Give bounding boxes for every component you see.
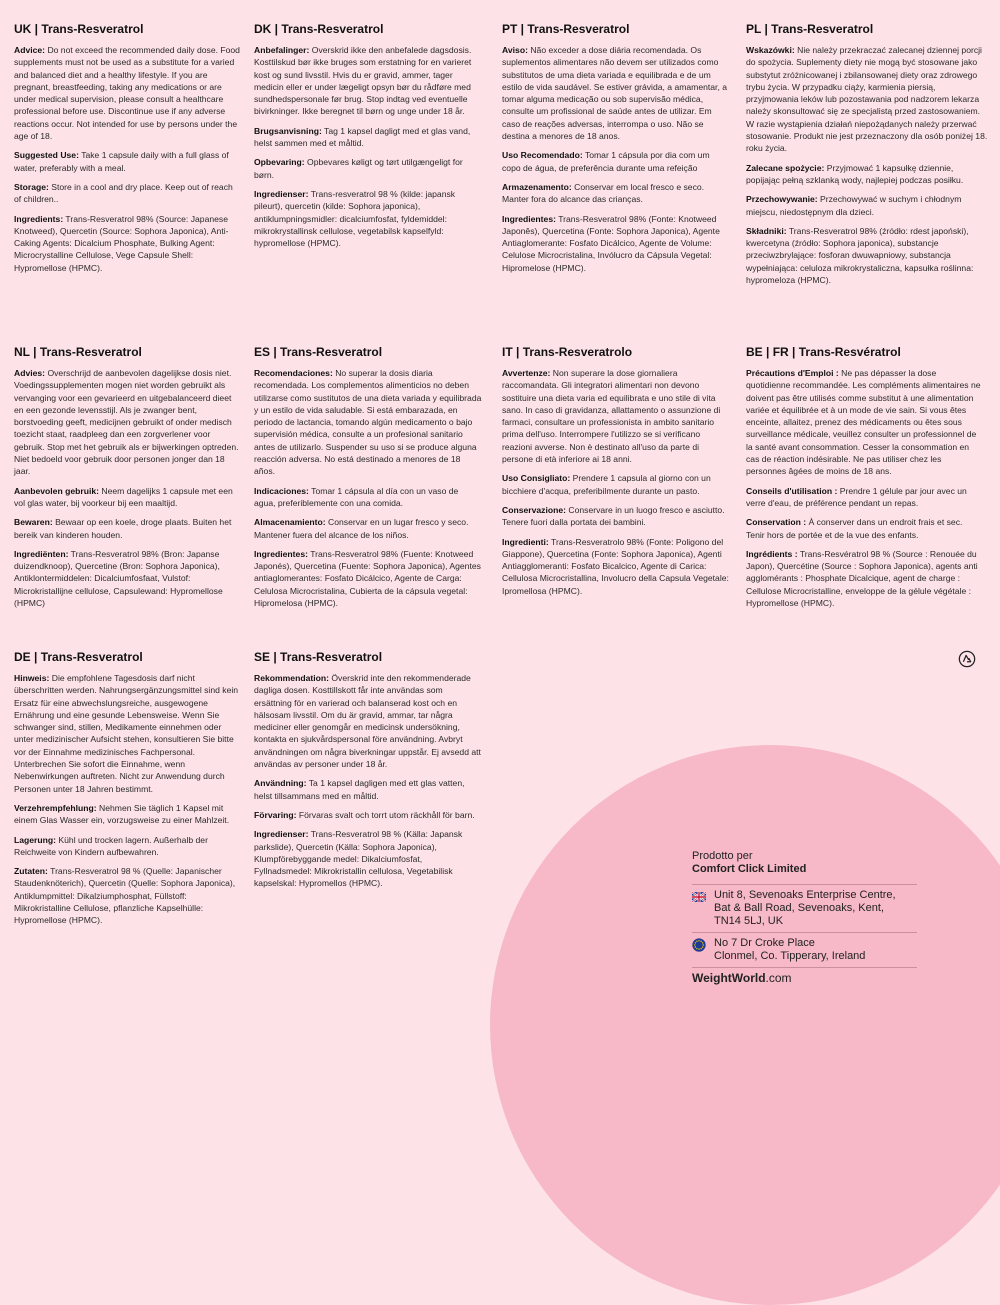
section-text: Trans-resveratrol 98 % (kilde: japansk pileurt), quercetin (kilde: Sophora japonica), antiklumpningsmidler: dicalciumfosfat, fyldemiddel: mikrokrystallinsk cellulose, vegetabilsk kapselfyld: hypromellose (HPMC). bbox=[254, 188, 456, 249]
section-label: Anbefalinger: bbox=[254, 45, 310, 55]
website bbox=[692, 967, 917, 985]
recycle-icon bbox=[958, 650, 976, 668]
section-label: Ingredienser: bbox=[254, 188, 309, 199]
panel-nl bbox=[14, 345, 242, 616]
label-section bbox=[254, 125, 482, 150]
section-label: Conseils d'utilisation : bbox=[746, 485, 838, 496]
produced-for-label: Prodotto per bbox=[692, 850, 753, 862]
section-label: Ingredientes: bbox=[254, 548, 308, 559]
section-label: Uso Consigliato: bbox=[502, 473, 571, 484]
label-section bbox=[746, 44, 988, 155]
section-text: Trans-Resvératrol 98 % (Source : Renouée du Japon), Quercétine (Source : Sophora Japonica), agents anti agglomérants : Phosphate Dicalcique, agent de charge : Cellulose Microcristalline, enveloppe de la gélule végétale : Hypromellose (HPMC). bbox=[746, 548, 978, 609]
section-text: Overskrid ikke den anbefalede dagsdosis. Kosttilskud bør ikke bruges som erstatning for en varieret kost og sund livsstil. Hvis du er gravid, ammer, tager medicin eller er under lægeligt opsyn bør du rådføre med sundhedspersonale før brug. Stop indtag ved eventuelle bivirkninger. Ikke beregnet til børn og unge under 18 år. bbox=[254, 45, 472, 117]
panel-heading bbox=[502, 22, 730, 36]
heading-separator: | bbox=[30, 650, 41, 664]
section-label: Ingredientes: bbox=[502, 213, 556, 224]
section-label: Användning: bbox=[254, 778, 307, 789]
section-label: Aviso: bbox=[502, 45, 528, 55]
section-label: Storage: bbox=[14, 181, 49, 192]
section-label: Rekommendation: bbox=[254, 673, 329, 683]
language-code: BE | FR bbox=[746, 345, 789, 359]
uk-flag-icon bbox=[692, 890, 706, 904]
heading-separator: | bbox=[761, 22, 772, 36]
language-code: DK bbox=[254, 22, 272, 36]
section-label: Précautions d'Emploi : bbox=[746, 368, 839, 378]
address-uk-text: Unit 8, Sevenoaks Enterprise Centre, Bat & Ball Road, Sevenoaks, Kent, TN14 5LJ, UK bbox=[714, 889, 896, 927]
label-section bbox=[502, 181, 730, 206]
company-name: Comfort Click Limited bbox=[692, 863, 807, 875]
section-text: Conservar em local fresco e seco. Manter fora do alcance das crianças. bbox=[502, 181, 705, 205]
label-section bbox=[746, 485, 982, 510]
section-label: Recomendaciones: bbox=[254, 368, 333, 378]
section-text: Take 1 capsule daily with a full glass of water, preferably with a meal. bbox=[14, 150, 229, 173]
website-brand: WeightWorld bbox=[692, 971, 766, 985]
section-label: Składniki: bbox=[746, 225, 787, 236]
section-text: Trans-Resveratrolo 98% (Fonte: Poligono del Giappone), Quercetina (Fonte: Sophora Japonica), Agenti Antiagglomeranti: Fosfato Bicalcico, Agente di Carica: Cellulosa Microcristallina, Involucro della Capsula Vegetale: Ipromellosa (HPMC). bbox=[502, 536, 729, 596]
panel-es bbox=[254, 345, 482, 616]
language-code: PL bbox=[746, 22, 762, 36]
product-title: Trans-Resvératrol bbox=[798, 345, 901, 359]
label-section bbox=[254, 809, 482, 821]
section-text: Trans-Resveratrol 98% (Fuente: Knotweed Japonés), Quercetina (Fuente: Sophora Japonica), Agentes antiaglomerantes: Fosfato Dicálcico, Agente de Carga: Celulosa Microcristalina, Cubierta de la cápsula vegetal: Hipromelosa (HPMC). bbox=[254, 548, 481, 609]
address-uk bbox=[692, 884, 917, 932]
label-section bbox=[746, 548, 982, 609]
label-section bbox=[14, 367, 242, 478]
address-ie bbox=[692, 932, 917, 967]
section-text: Ta 1 kapsel dagligen med ett glas vatten, helst tillsammans med en måltid. bbox=[254, 778, 465, 801]
language-code: SE bbox=[254, 650, 271, 664]
panel-pt bbox=[502, 22, 730, 281]
section-text: Kühl und trocken lagern. Außerhalb der Reichweite von Kindern aufbewahren. bbox=[14, 834, 208, 857]
panel-heading bbox=[746, 345, 982, 359]
section-text: Neem dagelijks 1 capsule met een vol glas water, bij voorkeur bij een maaltijd. bbox=[14, 485, 233, 508]
decorative-circle bbox=[490, 745, 1000, 1305]
section-text: Store in a cool and dry place. Keep out of reach of children.. bbox=[14, 181, 233, 205]
label-section bbox=[746, 516, 982, 541]
label-section bbox=[14, 44, 242, 142]
section-text: Die empfohlene Tagesdosis darf nicht überschritten werden. Nahrungsergänzungsmittel sind kein Ersatz für eine abwechslungsreiche, ausgewogene Ernährung und eine gesunde Lebensweise. Wenn Sie schwanger sind, stillen, Medikamente einnehmen oder unter medizinischer Aufsicht stehen, konsultieren Sie bitte vor der Einnahme medizinisches Fachpersonal. Unterbrechen Sie sofort die Einnahme, wenn Nebenwirkungen auftreten. Nicht zur Anwendung durch Personen unter 18 Jahren bestimmt. bbox=[14, 673, 239, 794]
panel-heading bbox=[254, 650, 482, 664]
label-section bbox=[502, 367, 730, 465]
section-label: Ingrédients : bbox=[746, 548, 798, 559]
section-label: Zalecane spożycie: bbox=[746, 162, 825, 173]
product-title: Trans-Resveratrol bbox=[41, 22, 144, 36]
section-text: Trans-Resveratrol 98% (Fonte: Knotweed Japonês), Quercetina (Fonte: Sophora Japonica), Agente Antiaglomerante: Fosfato Dicálcico, Agente de Volume: Celulose Microcristalina, Invólucro da Cápsula Vegetal: Hipromelose (HPMC). bbox=[502, 213, 720, 273]
label-section bbox=[502, 504, 730, 529]
section-label: Avvertenze: bbox=[502, 368, 551, 378]
product-title: Trans-Resveratrol bbox=[280, 345, 383, 359]
section-label: Lagerung: bbox=[14, 834, 57, 845]
language-code: PT bbox=[502, 22, 518, 36]
section-label: Zutaten: bbox=[14, 866, 48, 877]
label-section bbox=[14, 516, 242, 541]
panel-dk bbox=[254, 22, 482, 256]
panel-heading bbox=[254, 22, 482, 36]
section-label: Opbevaring: bbox=[254, 157, 305, 168]
section-label: Hinweis: bbox=[14, 673, 50, 683]
language-code: NL bbox=[14, 345, 30, 359]
panel-heading bbox=[14, 22, 242, 36]
section-text: Przyjmować 1 kapsułkę dziennie, popijając pełną szklanką wody, najlepiej podczas posiłku. bbox=[746, 162, 964, 185]
section-label: Conservation : bbox=[746, 517, 807, 528]
section-label: Bewaren: bbox=[14, 517, 53, 528]
panel-heading bbox=[502, 345, 730, 359]
label-section bbox=[746, 193, 988, 218]
panel-uk bbox=[14, 22, 242, 281]
label-section bbox=[746, 225, 988, 286]
panel-se bbox=[254, 650, 482, 897]
section-label: Advies: bbox=[14, 368, 46, 378]
panel-de bbox=[14, 650, 242, 934]
section-text: Overschrijd de aanbevolen dagelijkse dosis niet. Voedingssupplementen mogen niet worden gebruikt als vervanging voor een gevarieerd en uitgebalanceerd dieet en een gezonde levensstijl. Als je zwanger bent, borstvoeding geeft, medicijnen gebruikt of onder medisch toezicht staat, raadpleeg dan een zorgverlener voor gebruik. Stop met het gebruik als er bijwerkingen optreden. Niet bedoeld voor gebruik door personen jonger dan 18 jaar. bbox=[14, 368, 239, 477]
heading-separator: | bbox=[31, 22, 42, 36]
section-text: Conservar en un lugar fresco y seco. Mantener fuera del alcance de los niños. bbox=[254, 517, 469, 540]
section-label: Verzehrempfehlung: bbox=[14, 802, 97, 813]
label-section bbox=[254, 156, 482, 181]
section-label: Brugsanvisning: bbox=[254, 125, 322, 136]
product-title: Trans-Resveratrol bbox=[40, 650, 143, 664]
section-text: Przechowywać w suchym i chłodnym miejscu, niedostępnym dla dzieci. bbox=[746, 194, 962, 217]
label-section bbox=[502, 213, 730, 274]
label-section bbox=[14, 213, 242, 274]
section-text: Prendere 1 capsula al giorno con un bicchiere d'acqua, preferibilmente durante un pasto. bbox=[502, 473, 711, 496]
label-section bbox=[14, 834, 242, 859]
section-text: Trans-Resveratrol 98% (źródło: rdest japoński), kwercetyna (źródło: Sophora japonica), substancje przeciwzbrylające: fosforan dwuwapniowy, substancja wypełniająca: celuloza mikrokrystaliczna, kapsułka roślinna: hypromeloza (HPMC). bbox=[746, 225, 974, 286]
heading-separator: | bbox=[270, 650, 281, 664]
section-text: Trans-Resveratrol 98 % (Quelle: Japanischer Staudenknöterich), Quercetin (Quelle: Sophora Japonica), Antiklumpmittel: Dikalziumphosphat, Füllstoff: Mikrokristalline Cellulose, pflanzliche Kapselhülle: Hypromellose (HPMC). bbox=[14, 866, 236, 926]
section-label: Almacenamiento: bbox=[254, 517, 326, 528]
section-text: No superar la dosis diaria recomendada. Los complementos alimenticios no deben utilizarse como sustitutos de una dieta variada y equilibrada y un estilo de vida saludable. Si está embarazada, en periodo de lactancia, tomando algún medicamento o bajo supervisión médica, consulte a un profesional sanitario antes de utilizarlo. Suspender su uso si se produce alguna reacción adversa. No está destinado a menores de 18 años. bbox=[254, 368, 482, 477]
heading-separator: | bbox=[517, 22, 528, 36]
label-section bbox=[14, 149, 242, 174]
label-section bbox=[254, 44, 482, 118]
section-text: Nehmen Sie täglich 1 Kapsel mit einem Glas Wasser ein, vorzugsweise zu einer Mahlzeit. bbox=[14, 802, 230, 826]
heading-separator: | bbox=[271, 22, 282, 36]
section-label: Ingrediënten: bbox=[14, 548, 69, 559]
section-text: Do not exceed the recommended daily dose. Food supplements must not be used as a substitute for a varied and balanced diet and a healthy lifestyle. If you are pregnant, breastfeeding, taking any medications or are under medical supervision, please consult a healthcare professional before use. Discontinue use if any adverse reactions occur. Not intended for use by persons under the age of 18. bbox=[14, 45, 240, 142]
label-section bbox=[14, 485, 242, 510]
section-label: Conservazione: bbox=[502, 504, 566, 515]
label-section bbox=[254, 367, 482, 478]
label-section bbox=[254, 548, 482, 609]
label-section bbox=[14, 865, 242, 926]
panel-heading bbox=[14, 345, 242, 359]
label-section bbox=[254, 516, 482, 541]
section-text: Tomar 1 cápsula por dia com um copo de água, de preferência durante uma refeição bbox=[502, 150, 710, 173]
label-section bbox=[502, 149, 730, 174]
product-title: Trans-Resveratrolo bbox=[522, 345, 633, 359]
section-text: Trans-Resveratrol 98% (Source: Japanese Knotweed), Quercetin (Source: Sophora Japonica), Anti-Caking Agents: Dicalcium Phosphate, Bulking Agent: Microcrystalline Cellulose, Vege Capsule Shell: Hypromellose (HPMC). bbox=[14, 213, 229, 273]
section-text: Förvaras svalt och torrt utom räckhåll för barn. bbox=[298, 809, 475, 820]
section-label: Armazenamento: bbox=[502, 181, 572, 192]
eu-flag-icon bbox=[692, 938, 706, 952]
panel-pl bbox=[746, 22, 988, 293]
section-label: Przechowywanie: bbox=[746, 194, 818, 205]
label-section bbox=[746, 162, 988, 187]
heading-separator: | bbox=[29, 345, 40, 359]
language-code: DE bbox=[14, 650, 31, 664]
product-title: Trans-Resveratrol bbox=[280, 650, 383, 664]
language-code: UK bbox=[14, 22, 32, 36]
section-text: Ne pas dépasser la dose quotidienne recommandée. Les compléments alimentaires ne doivent pas être utilisés comme substitut à une alimentation variée et équilibrée et à un mode de vie sain. Si vous êtes enceinte, allaitez, prenez des médicaments ou êtes sous surveillance médicale, veuillez consulter un professionnel de la santé avant consommation. Cesser la consommation en cas de réaction indésirable. Ne pas utiliser chez les personnes âgées de moins de 18 ans. bbox=[746, 368, 981, 477]
product-title: Trans-Resveratrol bbox=[527, 22, 630, 36]
product-title: Trans-Resveratrol bbox=[771, 22, 874, 36]
website-tld: .com bbox=[765, 971, 792, 985]
section-text: Trans-Resveratrol 98% (Bron: Japanse duizendknoop), Quercetine (Bron: Sophora Japonica), Antiklontermiddelen: Dicalciumfosfaat, Vulstof: Microkristallijne cellulose, Capsulewand: Hypromellose (HPMC) bbox=[14, 548, 223, 609]
section-text: Tag 1 kapsel dagligt med et glas vand, helst sammen med et måltid. bbox=[254, 125, 471, 149]
section-text: Trans-Resveratrol 98 % (Källa: Japansk parkslide), Quercetin (Källa: Sophora Japonica), Klumpförebyggande medel: Dikalciumfosfat, Fyllnadsmedel: Mikrokristallin cellulosa, Vegetabilisk kapselskal: Hypromellos (HPMC). bbox=[254, 829, 463, 889]
section-label: Wskazówki: bbox=[746, 45, 795, 55]
section-label: Uso Recomendado: bbox=[502, 150, 583, 161]
label-section bbox=[502, 44, 730, 142]
panel-heading bbox=[254, 345, 482, 359]
heading-separator: | bbox=[788, 345, 799, 359]
section-text: À conserver dans un endroit frais et sec. Tenir hors de portée et de la vue des enfants. bbox=[746, 517, 963, 540]
section-text: Opbevares køligt og tørt utilgængeligt for børn. bbox=[254, 157, 463, 180]
language-code: IT bbox=[502, 345, 513, 359]
label-section bbox=[254, 188, 482, 249]
heading-separator: | bbox=[512, 345, 523, 359]
section-text: Nie należy przekraczać zalecanej dziennej porcji do spożycia. Suplementy diety nie mogą być stosowane jako substytut zróżnicowanej i zbilansowanej diety oraz zdrowego trybu życia. W przypadku ciąży, karmienia piersią, przyjmowania leków lub pozostawania pod nadzorem lekarza należy skonsultować się ze specjalistą przed zastosowaniem. W razie wystąpienia działań niepożądanych należy przerwać stosowanie. Produkt nie jest przeznaczony dla osób poniżej 18. roku życia. bbox=[746, 45, 988, 154]
section-label: Ingredienti: bbox=[502, 536, 549, 547]
section-text: Överskrid inte den rekommenderade dagliga dosen. Kosttillskott får inte användas som ersättning för en varierad och balanserad kost och en hälsosam livsstil. Om du är gravid, ammar, tar några mediciner eller genomgår en medicinsk undersökning, kontakta en sjukvårdspersonal före användning. Avbryt användningen om några biverkningar uppstår. Ej avsedd att användas av personer under 18 år. bbox=[254, 673, 481, 770]
section-text: Não exceder a dose diária recomendada. Os suplementos alimentares não devem ser utilizados como substitutos de uma dieta variada e equilibrada e de um estilo de vida saudável. Se estiver grávida, a amamentar, a tomar alguma medicação ou sob supervisão médica, consulte um profissional de saúde antes de utilizar. Em caso de reações adversas, interrompa o uso. Não se destina a menores de 18 anos. bbox=[502, 45, 727, 142]
product-title: Trans-Resveratrol bbox=[39, 345, 142, 359]
label-section bbox=[502, 472, 730, 497]
label-section bbox=[502, 536, 730, 597]
label-section bbox=[746, 367, 982, 478]
section-text: Bewaar op een koele, droge plaats. Buiten het bereik van kinderen houden. bbox=[14, 517, 232, 540]
section-label: Förvaring: bbox=[254, 809, 297, 820]
section-text: Tomar 1 cápsula al día con un vaso de agua, preferiblemente con una comida. bbox=[254, 485, 459, 508]
language-code: ES bbox=[254, 345, 271, 359]
panel-heading bbox=[14, 650, 242, 664]
section-label: Aanbevolen gebruik: bbox=[14, 485, 99, 496]
address-ie-text: No 7 Dr Croke Place Clonmel, Co. Tipperary, Ireland bbox=[714, 937, 866, 962]
section-text: Prendre 1 gélule par jour avec un verre d'eau, de préférence pendant un repas. bbox=[746, 485, 967, 508]
label-section bbox=[254, 828, 482, 889]
panel-be-fr bbox=[746, 345, 982, 616]
label-section bbox=[254, 672, 482, 770]
heading-separator: | bbox=[270, 345, 281, 359]
section-label: Suggested Use: bbox=[14, 150, 79, 161]
company-block bbox=[692, 850, 917, 985]
section-text: Non superare la dose giornaliera raccomandata. Gli integratori alimentari non devono sostituire una dieta varia ed equilibrata e uno stile di vita sano. In caso di gravidanza, allattamento o assunzione di farmaci, consultare un professionista in ambito sanitario prima dell'uso. Interrompere l'utilizzo se si verificano reazioni avverse. Non è destinato all'uso da parte di persone di età inferiore ai 18 anni. bbox=[502, 368, 721, 465]
section-label: Advice: bbox=[14, 45, 46, 55]
label-section bbox=[14, 548, 242, 609]
section-text: Conservare in un luogo fresco e asciutto. Tenere fuori dalla portata dei bambini. bbox=[502, 504, 725, 528]
product-title: Trans-Resveratrol bbox=[281, 22, 384, 36]
label-section bbox=[254, 485, 482, 510]
label-section bbox=[14, 672, 242, 795]
label-section bbox=[14, 181, 242, 206]
panel-heading bbox=[746, 22, 988, 36]
section-label: Ingredienser: bbox=[254, 829, 309, 840]
label-section bbox=[14, 802, 242, 827]
label-section bbox=[254, 777, 482, 802]
section-label: Ingredients: bbox=[14, 213, 64, 224]
panel-it bbox=[502, 345, 730, 604]
section-label: Indicaciones: bbox=[254, 485, 309, 496]
